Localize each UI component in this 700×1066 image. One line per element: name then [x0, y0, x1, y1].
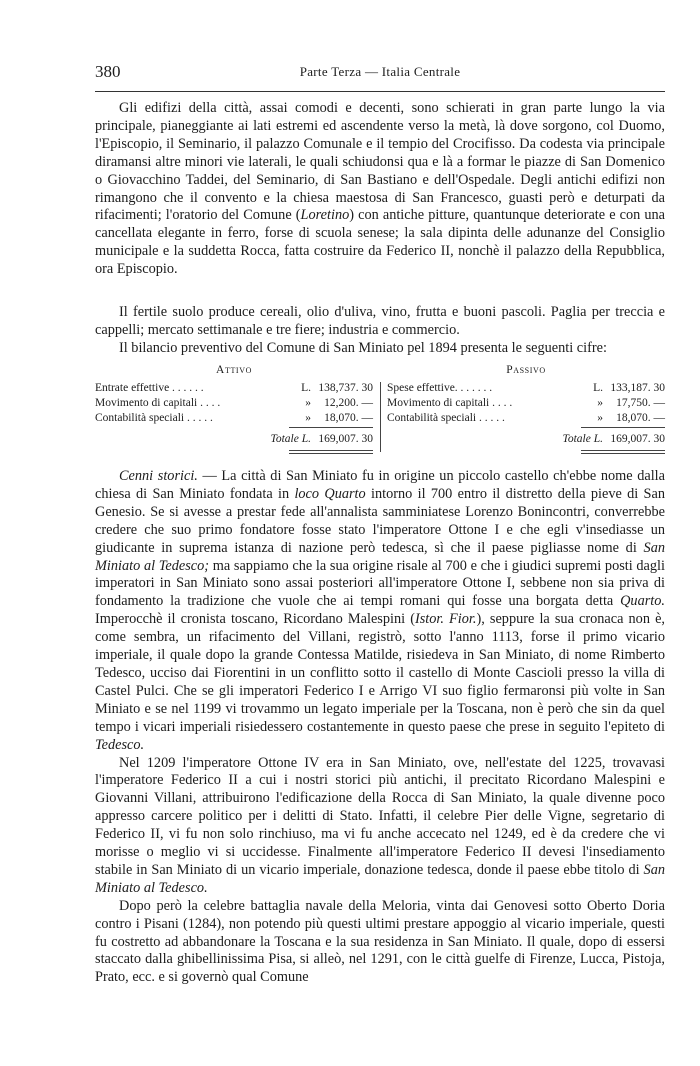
text-run: Nel 1209 l'imperatore Ottone IV era in San Miniato, ove, nell'estate del 1225, trovavasi l'imperatore Federico II a cui i nostri storici più antichi, il precitato Ricordano Malespini e Giovanni Villani, attribuirono l'edificazione della Rocca di San Miniato, la quale divenne poco appresso carcere politico per i delitti di Stato. Infatti, il celebre Pier delle Vigne, segretario di Federico II, vi fu non solo rinchiuso, ma vi fu anche accecato nel 1249, ed è da credere che vi morisse o meglio vi si uccidesse. Finalmente all'imperatore Federico II devesi l'insediamento stabile in San Miniato di un vicario imperiale, donazione tedesca, donde il paese ebbe titolo di — [95, 754, 665, 878]
budget-column-passivo — [387, 364, 665, 456]
italic-term: San Miniato al Tedesco; — [95, 539, 665, 574]
paragraph-buildings — [95, 100, 665, 279]
text-run: Gli edifizi della città, assai comodi e decenti, sono schierati in gran parte lungo la via principale, pianeggiante ai lati estremi ed ascendente verso la metà, là dove sorgono, col Duomo, l'Episcopio, il Seminario, il palazzo Comunale e il tempio del Crocifisso. Da codesta via principale diramansi altre minori vie laterali, le quali schiudonsi qua e là a formar le piazze di San Domenico o Giovacchino Taddei, del Seminario, di San Bastiano e dell'Ospedale. Degli antichi edifizi non rimangono che il convento e la chiesa maestosa di San Francesco, guasti però e deturpati da rifacimenti; l'oratorio del Comune ( — [95, 100, 665, 224]
total-label: Totale L. — [270, 433, 311, 445]
paragraph-federico — [95, 755, 665, 898]
row-label: Spese effettive. . . . . . . — [387, 382, 493, 394]
row-label: Contabilità speciali . . . . . — [95, 412, 213, 424]
text-run: intorno il 700 entro il distretto della pieve di San Genesio. Se si avesse a prestar fede all'annalista samminiatese Lorenzo Bonincontri, converrebbe credere che suo primo fondatore fosse stato l'imperatore Ottone I e che egli v'insediasse un giudicante in suprema istanza di nazione però tedesca, sì che il paese pigliasse nome di — [95, 485, 666, 556]
text-run: ) con antiche pitture, quantunque deteriorate e con una cancellata elegante in ferro, forse di scuola senese; la sala dipinta delle adunanze del Consiglio municipale e la suddetta Rocca, fatta costruire da Federico II, nonchè il palazzo della Repubblica, ora Episcopio. — [95, 207, 666, 278]
paragraph-meloria: Dopo però la celebre battaglia navale della Meloria, vinta dai Genovesi sotto Oberto Doria contro i Pisani (1284), non potendo più questi ultimi prestare appoggio al vicario imperiale, questi fu costretto ad abbandonare la Toscana e la sua residenza in San Miniato. Il quale, dopo di essersi staccato dalla ghibellinissima Pisa, si alleò, nel 1291, con le città guelfe di Firenze, Lucca, Pistoja, Prato, ecc. e si governò qual Comune — [95, 897, 665, 986]
text-run: ), seppure la sua cronaca non è, come sembra, un rifacimento del Villani, registrò, sotto l'anno 1113, forse il primo vicario imperiale, il quale dopo la grande Contessa Matilde, risiedeva in San Miniato, di nome Rimberto Tedesco, ucciso dai Fiorentini in un conflitto sotto il castello di Monte Cascioli presso la villa di Castel Pulci. Che se gli imperatori Federico I e Arrigo VI suo figlio fermaronsi più volte in San Miniato e se nel 1199 vi trovammo un legato imperiale per la Toscana, non è però che sin da quel tempo i vicari imperiali risiedessero costantemente in questo paese che prese in seguito l'epiteto di — [95, 611, 665, 735]
running-header — [95, 62, 665, 84]
text-run: — La città di San Miniato fu in origine un piccolo castello ch'ebbe nome dalla chiesa di San Miniato fondata in — [95, 468, 665, 502]
italic-term: Quarto. — [620, 593, 665, 610]
budget-row — [387, 382, 665, 396]
currency-symbol: L. — [593, 382, 603, 394]
double-rule — [581, 450, 665, 451]
row-amount: 17,750. — — [616, 397, 665, 409]
paragraph-budget-intro: Il bilancio preventivo del Comune di San Miniato pel 1894 presenta le seguenti cifre: — [119, 340, 607, 356]
running-title: Parte Terza — Italia Centrale — [299, 64, 461, 79]
historical-notes — [95, 468, 665, 987]
budget-row — [95, 412, 373, 426]
row-label: Movimento di capitali . . . . — [387, 397, 513, 409]
header-rule — [95, 91, 665, 92]
row-amount: 18,070. — — [324, 412, 373, 424]
text-run: ma sappiamo che la sua origine risale al 700 e che i giudici supremi posti dagli imperatori in San Miniato sono assai posteriori all'imperatore Ottone I, sebbene non sia priva di fondamento la tradizione che vuole che ai tempi romani qui fosse una borgata detta — [95, 557, 665, 610]
currency-symbol: L. — [301, 382, 311, 394]
paragraph-origins — [95, 468, 665, 755]
row-amount: 133,187. 30 — [610, 382, 665, 394]
italic-term: San Miniato al Tedesco. — [95, 861, 665, 896]
paragraph-products: Il fertile suolo produce cereali, olio d'uliva, vino, frutta e buoni pascoli. Paglia per treccia e cappelli; mercato settimanale e tre fiere; industria e commercio. — [95, 304, 665, 338]
column-title: Passivo — [506, 364, 546, 376]
row-label: Movimento di capitali . . . . — [95, 397, 221, 409]
row-label: Contabilità speciali . . . . . — [387, 412, 505, 424]
budget-row — [387, 397, 665, 411]
italic-term: Istor. Fior. — [414, 611, 477, 628]
double-rule — [289, 450, 373, 451]
total-amount: 169,007. 30 — [318, 433, 373, 445]
column-title: Attivo — [216, 364, 252, 376]
section-heading: Cenni storici. — [119, 468, 198, 484]
row-amount: 138,737. 30 — [318, 382, 373, 394]
row-amount: 12,200. — — [324, 397, 373, 409]
double-rule — [289, 453, 373, 454]
row-label: Entrate effettive . . . . . . — [95, 382, 204, 394]
currency-symbol: » — [305, 397, 311, 409]
budget-row — [387, 412, 665, 426]
sum-rule — [289, 427, 373, 428]
column-divider — [380, 382, 381, 452]
double-rule — [581, 453, 665, 454]
row-amount: 18,070. — — [616, 412, 665, 424]
page-number: 380 — [95, 62, 121, 81]
currency-symbol: » — [597, 412, 603, 424]
budget-row — [95, 382, 373, 396]
budget-row — [95, 397, 373, 411]
total-label: Totale L. — [562, 433, 603, 445]
sum-rule — [581, 427, 665, 428]
currency-symbol: » — [305, 412, 311, 424]
budget-table — [95, 364, 665, 456]
currency-symbol: » — [597, 397, 603, 409]
italic-term: Loretino — [300, 207, 350, 224]
budget-column-attivo — [95, 364, 373, 456]
italic-term: loco Quarto — [294, 485, 366, 502]
italic-term: Tedesco. — [95, 736, 145, 753]
text-run: Imperocchè il cronista toscano, Ricordano Malespini ( — [95, 611, 415, 628]
total-amount: 169,007. 30 — [610, 433, 665, 445]
